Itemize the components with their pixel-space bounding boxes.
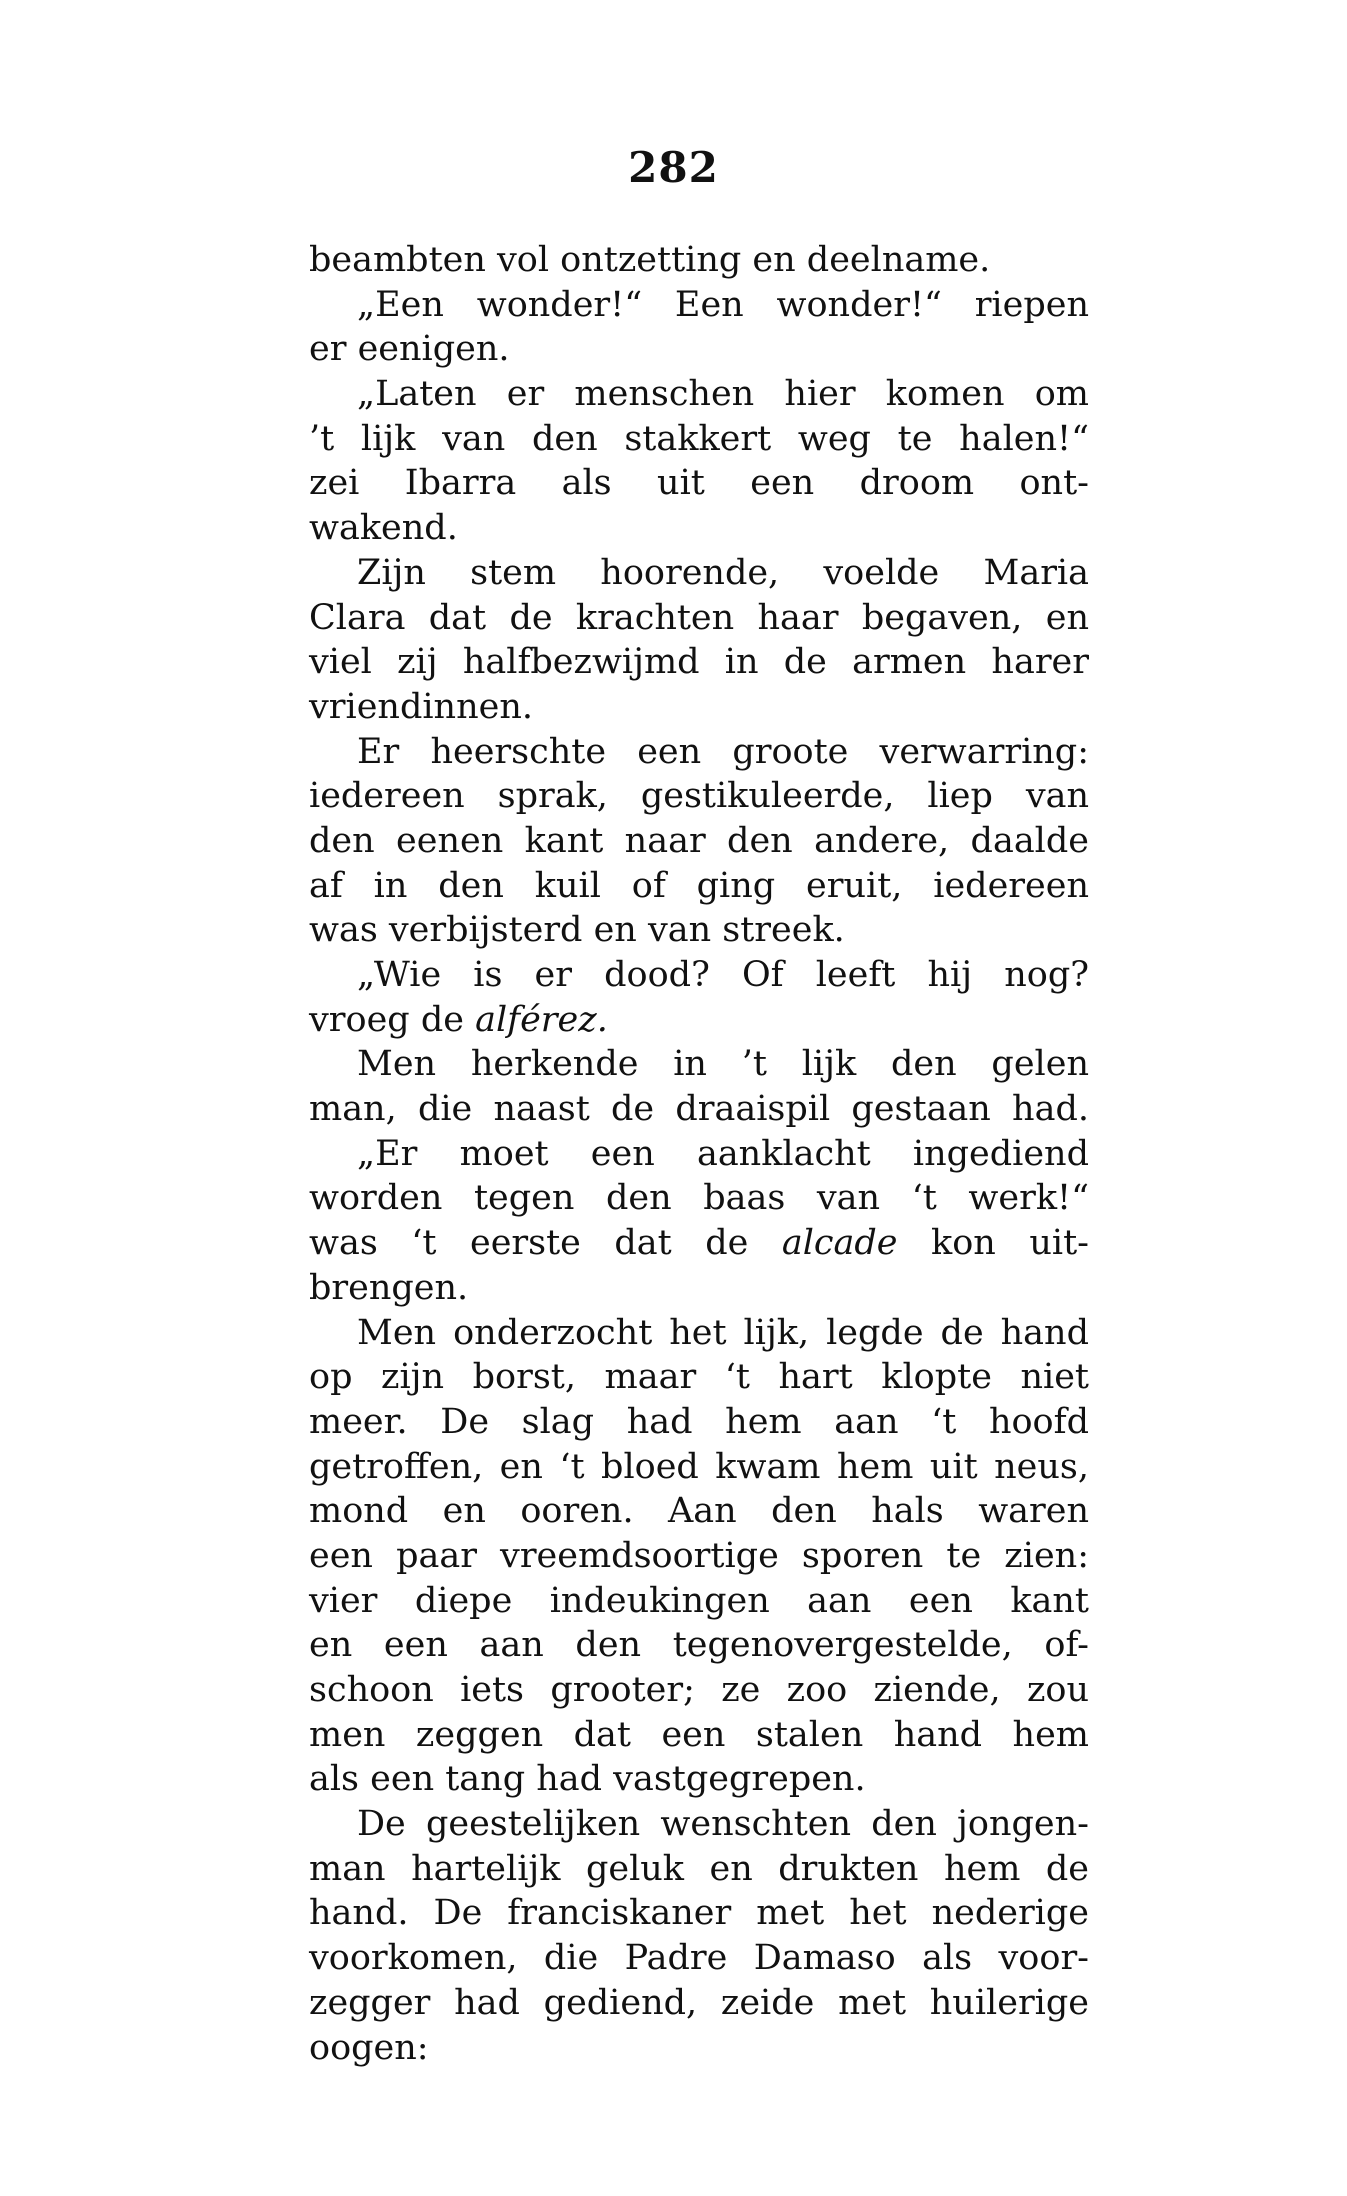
body-text xyxy=(309,238,1089,2070)
text-line-content: zei Ibarra als uit een droom ont- xyxy=(309,463,1089,504)
text-line xyxy=(309,1936,1089,1981)
italic-word: alférez. xyxy=(475,999,608,1040)
text-line-content: man hartelijk geluk en drukten hem de xyxy=(309,1848,1089,1889)
text-line xyxy=(309,1445,1089,1490)
text-line xyxy=(309,238,1089,283)
text-line xyxy=(309,461,1089,506)
text-line xyxy=(309,774,1089,819)
text-line-content: „Er moet een aanklacht ingediend xyxy=(357,1133,1089,1174)
text-line-content: Clara dat de krachten haar begaven, en xyxy=(309,597,1089,638)
text-line xyxy=(309,864,1089,909)
text-line-content: was ‘t eerste dat de xyxy=(309,1223,749,1264)
text-line xyxy=(309,1221,1089,1266)
text-line xyxy=(309,640,1089,685)
text-line xyxy=(309,908,1089,953)
text-line xyxy=(309,417,1089,462)
text-line-content: en een aan den tegenovergestelde, of- xyxy=(309,1625,1089,1666)
text-line xyxy=(309,953,1089,998)
text-line-content: Zijn stem hoorende, voelde Maria xyxy=(357,552,1089,593)
text-line xyxy=(309,1757,1089,1802)
text-line-content: De geestelijken wenschten den jongen- xyxy=(357,1804,1089,1845)
text-line xyxy=(309,1489,1089,1534)
text-line-content: „Laten er menschen hier komen om xyxy=(357,374,1089,415)
text-line xyxy=(309,283,1089,328)
text-line-content: iedereen sprak, gestikuleerde, liep van xyxy=(309,776,1089,817)
text-line xyxy=(309,685,1089,730)
text-line-content: schoon iets grooter; ze zoo ziende, zou xyxy=(309,1670,1089,1710)
text-line-content: er eenigen. xyxy=(309,329,510,370)
text-line-content: Er heerschte een groote verwarring: xyxy=(357,731,1089,772)
text-line xyxy=(309,1400,1089,1445)
text-line xyxy=(309,327,1089,372)
text-line-content: „Wie is er dood? Of leeft hij nog? xyxy=(357,955,1089,995)
text-line-content: brengen. xyxy=(309,1267,469,1308)
page-number: 282 xyxy=(628,143,719,192)
text-line-content: zegger had gediend, zeide met huilerige xyxy=(309,1982,1089,2023)
text-line-content: viel zij halfbezwijmd in de armen harer xyxy=(309,642,1089,683)
text-line xyxy=(309,506,1089,551)
text-line xyxy=(309,1802,1089,1847)
text-line-content: ’t lijk van den stakkert weg te halen!“ xyxy=(309,418,1089,459)
text-line-content: oogen: xyxy=(309,2027,429,2068)
text-line-content: vriendinnen. xyxy=(309,686,534,727)
text-line-content: beambten vol ontzetting en deelname. xyxy=(309,240,991,280)
text-line-content: getroffen, en ‘t bloed kwam hem uit neus, xyxy=(309,1446,1089,1487)
text-line xyxy=(309,1176,1089,1221)
text-line xyxy=(309,1579,1089,1624)
text-line xyxy=(309,1311,1089,1356)
text-line xyxy=(309,1534,1089,1579)
text-line-content: wakend. xyxy=(309,508,458,549)
text-line-content: vier diepe indeukingen aan een kant xyxy=(309,1580,1089,1621)
text-line-content: den eenen kant naar den andere, daalde xyxy=(309,820,1089,861)
text-line xyxy=(309,1623,1089,1668)
text-line xyxy=(309,1847,1089,1892)
text-line-content: Men herkende in ’t lijk den gelen xyxy=(357,1044,1089,1085)
text-line-content: een paar vreemdsoortige sporen te zien: xyxy=(309,1535,1089,1576)
text-line-content: als een tang had vastgegrepen. xyxy=(309,1759,866,1800)
italic-word: alcade xyxy=(781,1223,898,1264)
text-line xyxy=(309,1668,1089,1713)
text-line xyxy=(309,1713,1089,1758)
text-line-content: hand. De franciskaner met het nederige xyxy=(309,1893,1089,1934)
text-line xyxy=(309,596,1089,641)
text-line xyxy=(309,1981,1089,2026)
text-line xyxy=(309,551,1089,596)
text-line-content: worden tegen den baas van ‘t werk!“ xyxy=(309,1178,1089,1219)
text-line-content: vroeg de xyxy=(309,999,464,1040)
text-line-content: mond en ooren. Aan den hals waren xyxy=(309,1491,1089,1532)
text-line-content: af in den kuil of ging eruit, iedereen xyxy=(309,865,1089,906)
text-line-content: was verbijsterd en van streek. xyxy=(309,910,845,951)
text-line-content: men zeggen dat een stalen hand hem xyxy=(309,1714,1089,1755)
text-line-content: man, die naast de draaispil gestaan had. xyxy=(309,1089,1089,1130)
text-line-content: op zijn borst, maar ‘t hart klopte niet xyxy=(309,1357,1089,1398)
text-line xyxy=(309,730,1089,775)
text-line-tail: kon uit- xyxy=(931,1223,1089,1264)
text-line xyxy=(309,819,1089,864)
text-line-content: voorkomen, die Padre Damaso als voor- xyxy=(309,1938,1089,1979)
text-line-content: „Een wonder!“ Een wonder!“ riepen xyxy=(357,284,1089,325)
text-line xyxy=(309,1355,1089,1400)
text-line-content: meer. De slag had hem aan ‘t hoofd xyxy=(309,1401,1089,1442)
text-line xyxy=(309,1266,1089,1311)
text-line-content: Men onderzocht het lijk, legde de hand xyxy=(357,1312,1089,1353)
text-line xyxy=(309,1891,1089,1936)
text-line xyxy=(309,1042,1089,1087)
text-line xyxy=(309,2026,1089,2071)
text-line xyxy=(309,372,1089,417)
text-line xyxy=(309,1132,1089,1177)
text-line xyxy=(309,998,1089,1043)
text-line xyxy=(309,1087,1089,1132)
